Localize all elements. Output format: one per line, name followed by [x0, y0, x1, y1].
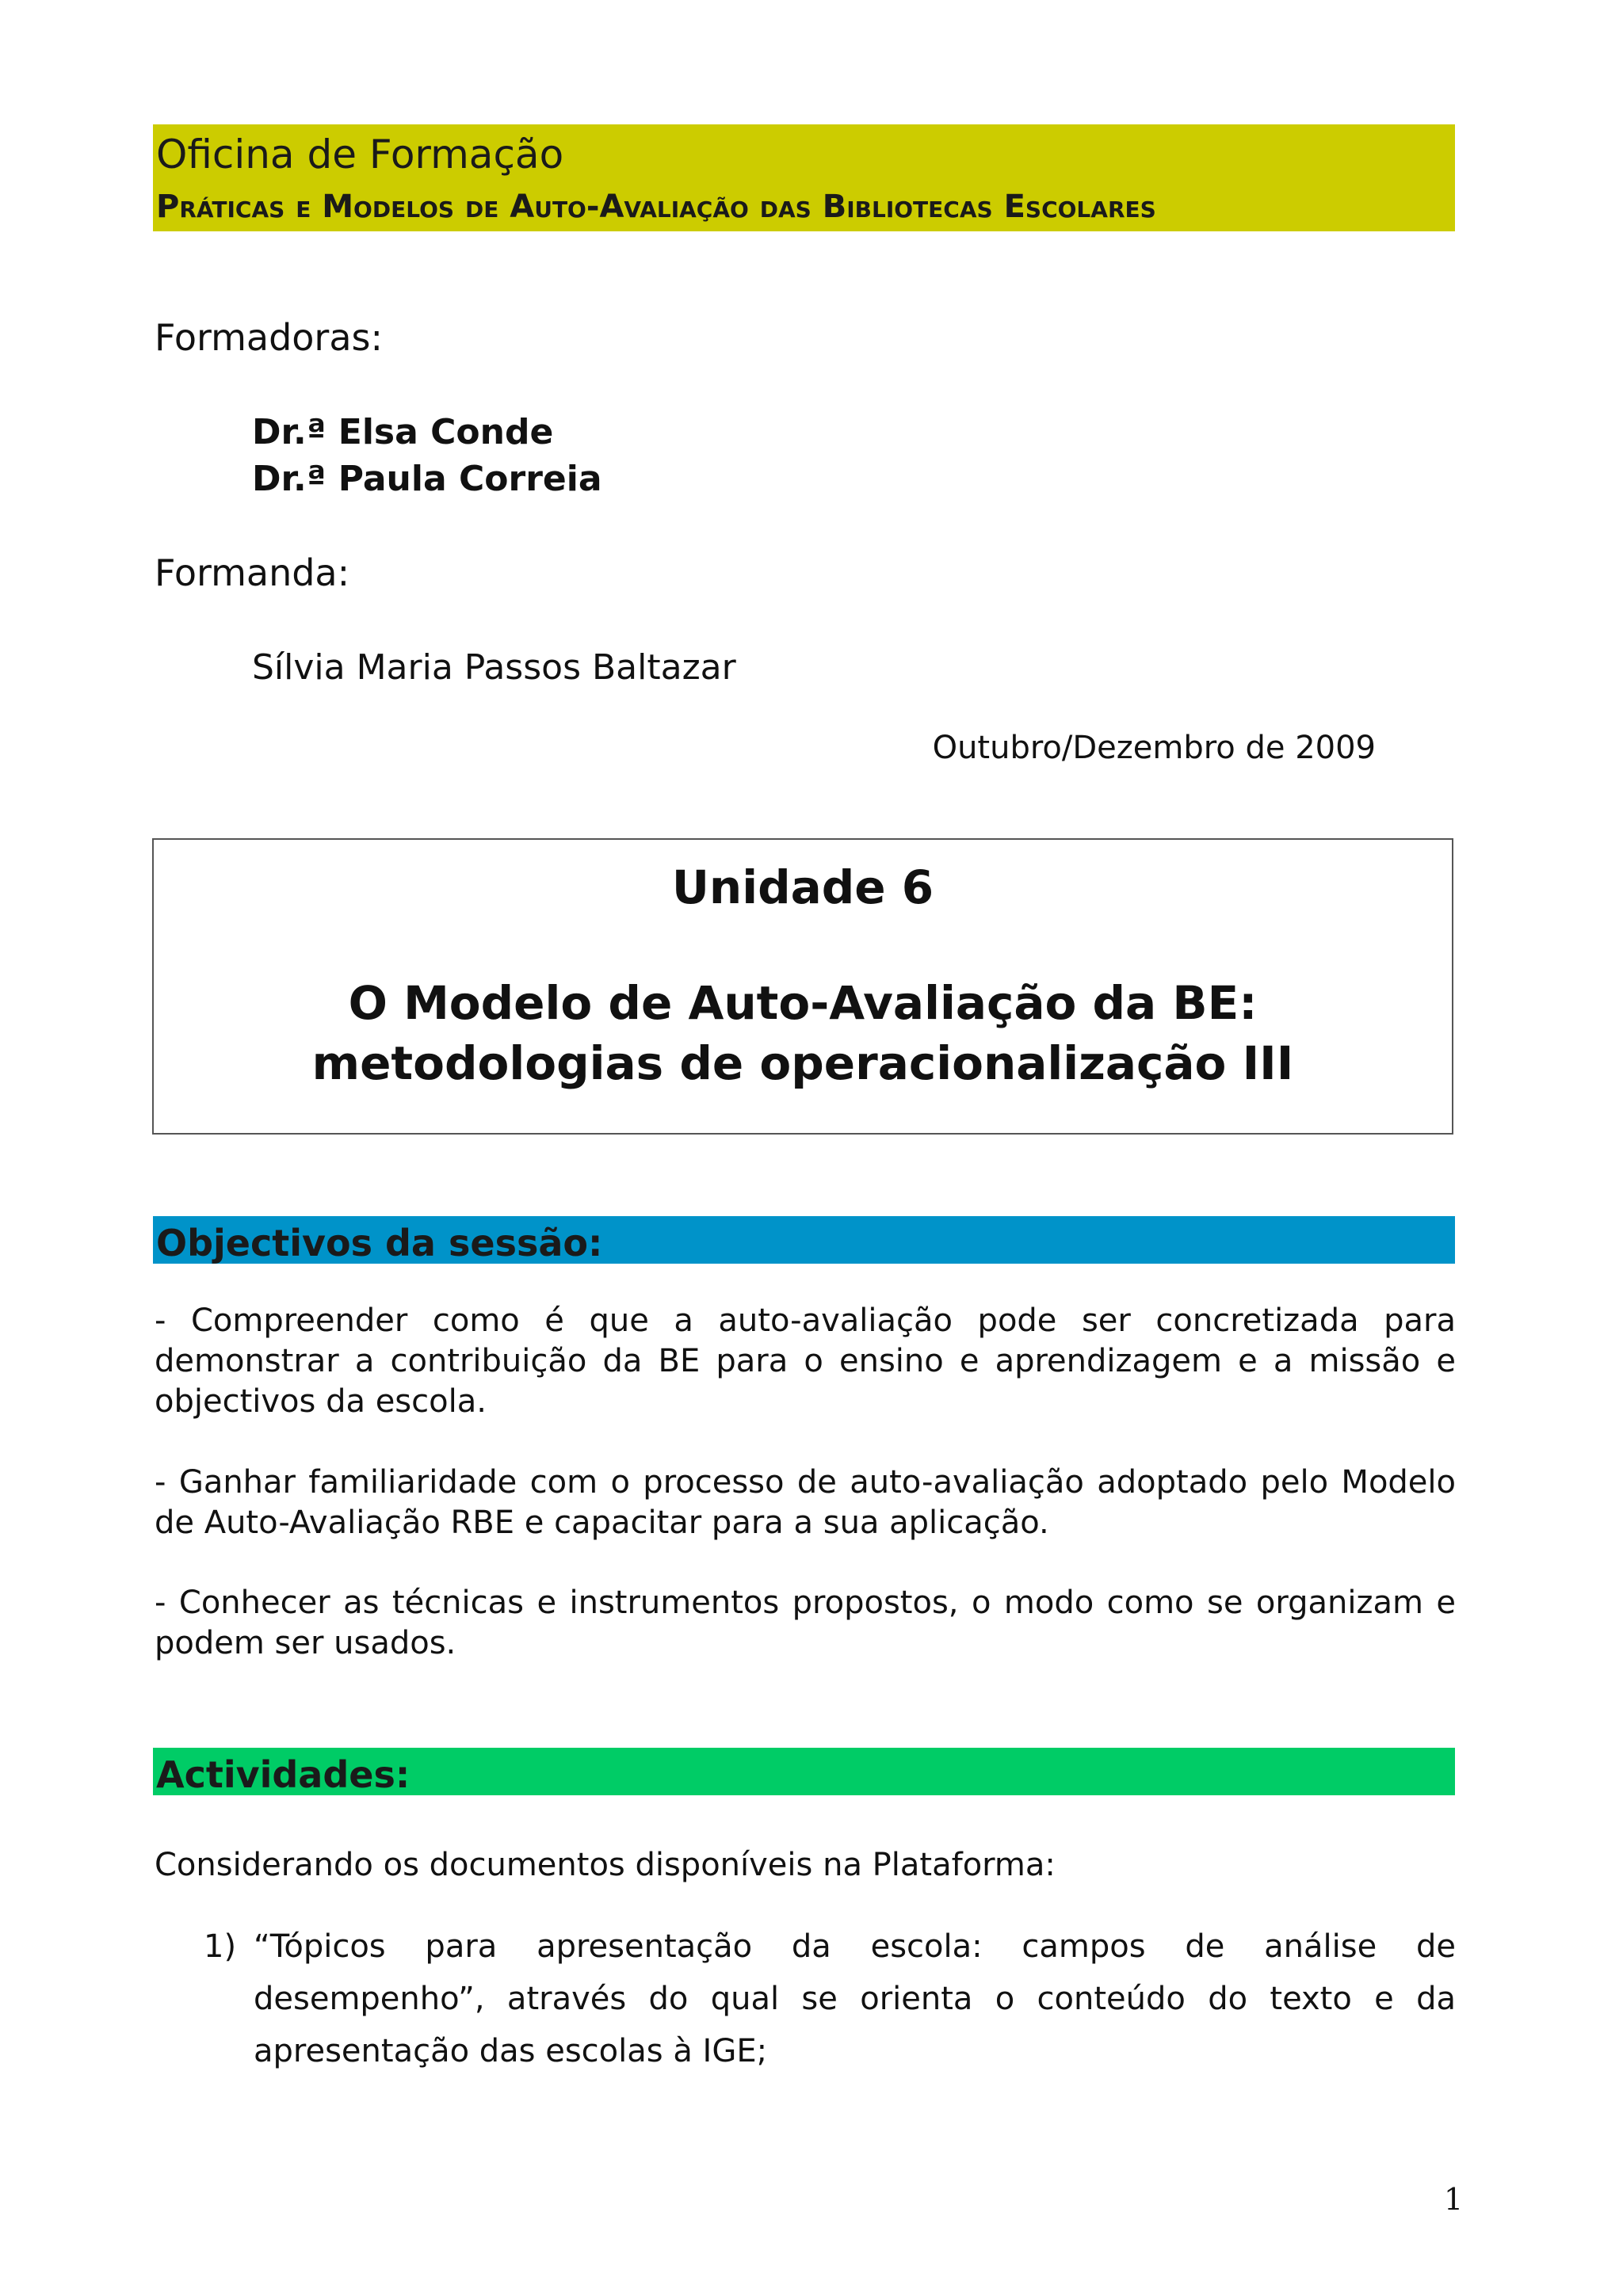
activities-heading-bar: [153, 1748, 1455, 1795]
trainer-name-1: Dr.ª Elsa Conde: [252, 412, 554, 452]
objective-item: - Compreender como é que a auto-avaliação pode ser concretizada para demonstrar a contribuição da BE para o ensino e aprendizagem e a missão e objectivos da escola.: [155, 1302, 1456, 1420]
unit-title: Unidade 6: [671, 860, 934, 914]
activities-heading: Actividades:: [156, 1753, 411, 1796]
unit-box: [152, 838, 1453, 1135]
trainers-label: Formadoras:: [155, 316, 383, 359]
list-item-text: “Tópicos para apresentação da escola: campos de análise de desempenho”, através do qual se orienta o conteúdo do texto e da apresentação das escolas à IGE;: [254, 1928, 1456, 2069]
workshop-title: Oficina de Formação: [156, 132, 564, 177]
objectives-heading-bar: [153, 1216, 1455, 1264]
trainer-name-2: Dr.ª Paula Correia: [252, 459, 602, 499]
objective-item: - Ganhar familiaridade com o processo de auto-avaliação adoptado pelo Modelo de Auto-Avaliação RBE e capacitar para a sua aplicação.: [155, 1464, 1456, 1541]
date-range: Outubro/Dezembro de 2009: [932, 730, 1376, 766]
header-band: [153, 124, 1455, 231]
objectives-heading: Objectivos da sessão:: [156, 1222, 603, 1264]
activities-intro: Considerando os documentos disponíveis na Plataforma:: [155, 1847, 1056, 1883]
objective-item: - Conhecer as técnicas e instrumentos propostos, o modo como se organizam e podem ser usados.: [155, 1585, 1456, 1661]
trainee-name: Sílvia Maria Passos Baltazar: [252, 647, 736, 688]
page-number: 1: [1444, 2182, 1464, 2217]
workshop-subtitle: Práticas e Modelos de Auto-Avaliação das Bibliotecas Escolares: [156, 189, 1156, 225]
trainee-label: Formanda:: [155, 551, 350, 594]
unit-subtitle: O Modelo de Auto-Avaliação da BE: metodologias de operacionalização III: [311, 976, 1294, 1090]
list-item-number: 1): [204, 1928, 237, 1965]
